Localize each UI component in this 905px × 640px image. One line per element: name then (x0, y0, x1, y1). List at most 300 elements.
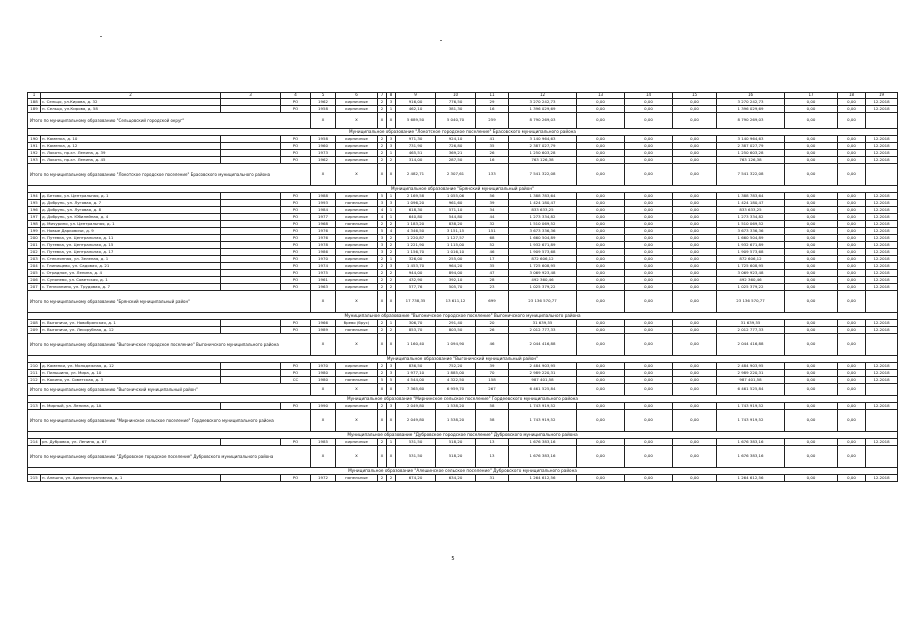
subtotal-c16: 23 136 570,77 (717, 291, 785, 313)
cell-c15: 0,00 (673, 235, 717, 242)
cell-c3 (221, 403, 281, 410)
subtotal-c7: X (378, 446, 387, 468)
cell-c15: 0,00 (673, 221, 717, 228)
column-number: 16 (717, 93, 785, 99)
row-number: 215 (28, 475, 41, 482)
cell-c16: 1 743 919,52 (717, 403, 785, 410)
cell-c7: 2 (378, 439, 387, 446)
cell-c14: 0,00 (625, 403, 673, 410)
cell-c19: 12.2018 (866, 475, 898, 482)
cell-c17: 0,00 (785, 106, 838, 113)
cell-c19: 12.2018 (866, 256, 898, 263)
cell-c9: 618,30 (396, 207, 436, 214)
cell-c19: 12.2018 (866, 363, 898, 370)
cell-c13: 0,00 (577, 377, 625, 384)
cell-c15: 0,00 (673, 270, 717, 277)
cell-c5: 1989 (311, 327, 336, 334)
cell-c18: 0,00 (838, 228, 866, 235)
cell-c11: 31 (476, 475, 509, 482)
cell-c10: 381,30 (436, 106, 476, 113)
cell-c12: 1 388 783,64 (509, 193, 577, 200)
cell-c18: 0,00 (838, 207, 866, 214)
cell-c11: 52 (476, 242, 509, 249)
cell-c4: РО (281, 249, 311, 256)
cell-c10: 634,20 (436, 475, 476, 482)
column-number: 7 (378, 93, 387, 99)
cell-c17: 0,00 (785, 475, 838, 482)
cell-c16: 872 606,12 (717, 256, 785, 263)
subtotal-c16: 1 743 919,52 (717, 410, 785, 432)
subtotal-c19 (866, 384, 898, 396)
cell-c11: 47 (476, 270, 509, 277)
row-number: 199 (28, 228, 41, 235)
cell-c18: 0,00 (838, 150, 866, 157)
housing-register-table (27, 92, 898, 482)
cell-c11: 39 (476, 200, 509, 207)
cell-c5: 1985 (311, 439, 336, 446)
cell-c16: 3 270 242,73 (717, 99, 785, 106)
cell-c19: 12.2018 (866, 143, 898, 150)
house-address: п. Локоть, пр-кт. Ленина, д. 45 (41, 157, 221, 164)
cell-c17: 0,00 (785, 221, 838, 228)
subtotal-c13: 0,00 (577, 164, 625, 186)
row-number: 205 (28, 270, 41, 277)
house-address: п. Выгоничи, ул. Новобрянская, д. 1 (41, 320, 221, 327)
cell-c9: 4 346,50 (396, 228, 436, 235)
column-number: 10 (436, 93, 476, 99)
cell-c14: 0,00 (625, 277, 673, 284)
cell-c3 (221, 363, 281, 370)
cell-c4: РО (281, 475, 311, 482)
row-number: 204 (28, 263, 41, 270)
subtotal-c6: X (336, 334, 378, 356)
municipality-title: Муниципальное образование "Мирнинское сельское поселение" Гордеевского муниципального района (28, 396, 898, 403)
cell-c14: 0,00 (625, 320, 673, 327)
cell-c9: 944,00 (396, 270, 436, 277)
cell-c5: 1976 (311, 235, 336, 242)
cell-c8: 3 (387, 200, 396, 207)
subtotal-c7: X (378, 113, 387, 129)
subtotal-c9: 17 738,35 (396, 291, 436, 313)
cell-c6: кирпичные (336, 235, 378, 242)
cell-c10: 505,70 (436, 284, 476, 291)
cell-c18: 0,00 (838, 256, 866, 263)
cell-c11: 23 (476, 284, 509, 291)
cell-c12: 1 725 608,95 (509, 263, 577, 270)
table-row (28, 270, 898, 277)
subtotal-c14: 0,00 (625, 410, 673, 432)
cell-c3 (221, 207, 281, 214)
subtotal-c17: 0,00 (785, 113, 838, 129)
subtotal-c8: X (387, 164, 396, 186)
cell-c19: 12.2018 (866, 377, 898, 384)
house-address: п. Пильшино, ул. Мира, д. 10 (41, 370, 221, 377)
cell-c3 (221, 106, 281, 113)
cell-c13: 0,00 (577, 363, 625, 370)
cell-c16: 1 660 504,89 (717, 235, 785, 242)
row-number: 195 (28, 200, 41, 207)
cell-c12: 492 360,46 (509, 277, 577, 284)
cell-c13: 0,00 (577, 214, 625, 221)
cell-c9: 2 049,80 (396, 403, 436, 410)
cell-c5: 1962 (311, 99, 336, 106)
cell-c19: 12.2018 (866, 221, 898, 228)
cell-c10: 291,40 (436, 320, 476, 327)
cell-c16: 492 360,46 (717, 277, 785, 284)
column-number: 4 (281, 93, 311, 99)
cell-c13: 0,00 (577, 270, 625, 277)
subtotal-c9: 7 365,60 (396, 384, 436, 396)
cell-c8: 2 (387, 242, 396, 249)
cell-c8: 3 (387, 363, 396, 370)
subtotal-c10: 5 040,70 (436, 113, 476, 129)
cell-c4: РО (281, 157, 311, 164)
cell-c18: 0,00 (838, 193, 866, 200)
cell-c15: 0,00 (673, 327, 717, 334)
table-row (28, 157, 898, 164)
cell-c12: 1 264 612,56 (509, 475, 577, 482)
subtotal-c15: 0,00 (673, 334, 717, 356)
cell-c10: 894,00 (436, 270, 476, 277)
cell-c19: 12.2018 (866, 235, 898, 242)
municipality-title: Муниципальное образование "Локотское городское поселение" Брасовского муниципального района (28, 129, 898, 136)
cell-c5: 1984 (311, 207, 336, 214)
cell-c3 (221, 256, 281, 263)
cell-c17: 0,00 (785, 403, 838, 410)
cell-c19: 12.2018 (866, 207, 898, 214)
row-number: 191 (28, 143, 41, 150)
cell-c8: 1 (387, 150, 396, 157)
cell-c18: 0,00 (838, 403, 866, 410)
subtotal-c14: 0,00 (625, 334, 673, 356)
municipality-title: Муниципальное образование "Выгоничское городское поселение" Выгоничского муниципального района (28, 313, 898, 320)
cell-c12: 3 140 964,63 (509, 136, 577, 143)
subtotal-c11: 58 (476, 410, 509, 432)
cell-c5: 1980 (311, 370, 336, 377)
subtotal-c9: 2 482,71 (396, 164, 436, 186)
cell-c16: 3 673 336,36 (717, 228, 785, 235)
cell-c18: 0,00 (838, 136, 866, 143)
cell-c17: 0,00 (785, 242, 838, 249)
subtotal-c18: 0,00 (838, 291, 866, 313)
subtotal-c16: 6 461 525,84 (717, 384, 785, 396)
cell-c18: 0,00 (838, 363, 866, 370)
house-address: п. Каменка, д. 12 (41, 143, 221, 150)
cell-c7: 2 (378, 150, 387, 157)
row-number: 210 (28, 363, 41, 370)
cell-c7: 3 (378, 200, 387, 207)
cell-c11: 39 (476, 363, 509, 370)
cell-c16: 763 126,38 (717, 157, 785, 164)
cell-c5: 1993 (311, 200, 336, 207)
house-address: с. Теплоэнино, ул. Трудовая, д. 7 (41, 284, 221, 291)
cell-c10: 369,21 (436, 150, 476, 157)
cell-c4: РО (281, 242, 311, 249)
cell-c14: 0,00 (625, 270, 673, 277)
subtotal-c17: 0,00 (785, 291, 838, 313)
cell-c9: 971,30 (396, 136, 436, 143)
house-address: п. Новые Дарковичи, д. 9 (41, 228, 221, 235)
cell-c7: 3 (378, 242, 387, 249)
column-number: 15 (673, 93, 717, 99)
subtotal-c15: 0,00 (673, 446, 717, 468)
subtotal-c16: 2 044 416,88 (717, 334, 785, 356)
cell-c10: 518,20 (436, 439, 476, 446)
subtotal-c18: 0,00 (838, 384, 866, 396)
cell-c15: 0,00 (673, 242, 717, 249)
subtotal-c14: 0,00 (625, 384, 673, 396)
subtotal-c11: 699 (476, 291, 509, 313)
house-address: п. Путевка, ул. Центральная, д. 17 (41, 249, 221, 256)
column-number: 2 (41, 93, 221, 99)
cell-c10: 3 151,15 (436, 228, 476, 235)
cell-c8: 4 (387, 228, 396, 235)
cell-c4: РО (281, 370, 311, 377)
row-number: 188 (28, 99, 41, 106)
cell-c3 (221, 157, 281, 164)
cell-c6: кирпичные (336, 363, 378, 370)
cell-c6: кирпичные (336, 136, 378, 143)
subtotal-c16: 8 790 269,03 (717, 113, 785, 129)
house-address: д. Каменки, ул. Молодежная, д. 12 (41, 363, 221, 370)
cell-c17: 0,00 (785, 363, 838, 370)
cell-c16: 2 012 777,33 (717, 327, 785, 334)
cell-c7: 2 (378, 277, 387, 284)
cell-c9: 1 096,20 (396, 200, 436, 207)
subtotal-c6: X (336, 164, 378, 186)
cell-c19: 12.2018 (866, 263, 898, 270)
table-row (28, 249, 898, 256)
cell-c7: 2 (378, 370, 387, 377)
cell-c3 (221, 228, 281, 235)
cell-c3 (221, 99, 281, 106)
column-number: 5 (311, 93, 336, 99)
subtotal-c17: 0,00 (785, 164, 838, 186)
cell-c11: 28 (476, 277, 509, 284)
subtotal-c7: X (378, 291, 387, 313)
cell-c11: 16 (476, 106, 509, 113)
cell-c3 (221, 277, 281, 284)
subtotal-label: Итого по муниципальному образованию "Выгоничский муниципальный район" (28, 384, 311, 396)
cell-c3 (221, 377, 281, 384)
subtotal-c5: X (311, 291, 336, 313)
subtotal-label: Итого по муниципальному образованию "Дубровское городское поселение" Дубровского муниципального района (28, 446, 311, 468)
column-number: 17 (785, 93, 838, 99)
cell-c8: 1 (387, 439, 396, 446)
cell-c17: 0,00 (785, 136, 838, 143)
cell-c7: 2 (378, 136, 387, 143)
cell-c15: 0,00 (673, 143, 717, 150)
cell-c14: 0,00 (625, 284, 673, 291)
row-number: 197 (28, 214, 41, 221)
cell-c14: 0,00 (625, 327, 673, 334)
subtotal-c9: 531,50 (396, 446, 436, 468)
column-number: 1 (28, 93, 41, 99)
cell-c3 (221, 249, 281, 256)
cell-c10: 776,50 (436, 99, 476, 106)
subtotal-c14: 0,00 (625, 291, 673, 313)
cell-c5: 1970 (311, 256, 336, 263)
cell-c15: 0,00 (673, 207, 717, 214)
cell-c3 (221, 263, 281, 270)
cell-c8: 3 (387, 143, 396, 150)
cell-c13: 0,00 (577, 370, 625, 377)
cell-c13: 0,00 (577, 475, 625, 482)
cell-c10: 392,10 (436, 277, 476, 284)
cell-c12: 3 069 923,48 (509, 270, 577, 277)
cell-c19: 12.2018 (866, 242, 898, 249)
cell-c12: 987 401,58 (509, 377, 577, 384)
cell-c11: 68 (476, 235, 509, 242)
subtotal-c5: X (311, 410, 336, 432)
cell-c6: кирпичные (336, 157, 378, 164)
cell-c16: 1 273 334,82 (717, 214, 785, 221)
cell-c15: 0,00 (673, 277, 717, 284)
cell-c12: 1 660 504,89 (509, 235, 577, 242)
cell-c11: 41 (476, 136, 509, 143)
cell-c14: 0,00 (625, 439, 673, 446)
house-address: с. Сельцо, ул.Кирова, д. 32 (41, 99, 221, 106)
cell-c11: 16 (476, 157, 509, 164)
cell-c10: 544,80 (436, 214, 476, 221)
table-row (28, 221, 898, 228)
cell-c6: кирпичные (336, 242, 378, 249)
cell-c8: 2 (387, 270, 396, 277)
cell-c10: 287,50 (436, 157, 476, 164)
cell-c9: 916,00 (396, 99, 436, 106)
cell-c12: 1 909 573,68 (509, 249, 577, 256)
cell-c13: 0,00 (577, 256, 625, 263)
table-row (28, 263, 898, 270)
cell-c13: 0,00 (577, 106, 625, 113)
subtotal-c19 (866, 291, 898, 313)
subtotal-c18: 0,00 (838, 164, 866, 186)
subtotal-c14: 0,00 (625, 113, 673, 129)
table-row (28, 370, 898, 377)
cell-c16: 1 909 573,68 (717, 249, 785, 256)
cell-c5: 1970 (311, 363, 336, 370)
cell-c15: 0,00 (673, 249, 717, 256)
cell-c13: 0,00 (577, 277, 625, 284)
subtotal-c16: 1 676 383,16 (717, 446, 785, 468)
cell-c11: 151 (476, 228, 509, 235)
row-number: 201 (28, 242, 41, 249)
cell-c6: панельные (336, 200, 378, 207)
house-address: п. Алешня, ул. Административная, д. 1 (41, 475, 221, 482)
column-number: 18 (838, 93, 866, 99)
cell-c7: 2 (378, 320, 387, 327)
cell-c16: 1 250 603,28 (717, 150, 785, 157)
row-number: 214 (28, 439, 41, 446)
table-row (28, 106, 898, 113)
cell-c15: 0,00 (673, 284, 717, 291)
cell-c13: 0,00 (577, 263, 625, 270)
cell-c7: 5 (378, 193, 387, 200)
cell-c12: 2 484 903,95 (509, 363, 577, 370)
cell-c12: 2 012 777,33 (509, 327, 577, 334)
subtotal-c8: X (387, 384, 396, 396)
cell-c11: 32 (476, 221, 509, 228)
cell-c5: 1975 (311, 270, 336, 277)
cell-c13: 0,00 (577, 193, 625, 200)
cell-c18: 0,00 (838, 263, 866, 270)
subtotal-c8: X (387, 446, 396, 468)
row-number: 211 (28, 370, 41, 377)
cell-c5: 1977 (311, 214, 336, 221)
cell-c18: 0,00 (838, 235, 866, 242)
cell-c8: 1 (387, 256, 396, 263)
cell-c13: 0,00 (577, 439, 625, 446)
house-address: п. Мирный, ул. Ленина, д. 1А (41, 403, 221, 410)
cell-c14: 0,00 (625, 99, 673, 106)
cell-c18: 0,00 (838, 327, 866, 334)
row-number: 213 (28, 403, 41, 410)
house-address: д. Мичурино, ул. Центральная, д. 1 (41, 221, 221, 228)
cell-c5: 1966 (311, 320, 336, 327)
subtotal-c11: 46 (476, 334, 509, 356)
cell-c4: РО (281, 327, 311, 334)
table-row (28, 277, 898, 284)
cell-c17: 0,00 (785, 150, 838, 157)
subtotal-c5: X (311, 113, 336, 129)
cell-c15: 0,00 (673, 403, 717, 410)
cell-c6: панельные (336, 377, 378, 384)
subtotal-c8: X (387, 113, 396, 129)
subtotal-c13: 0,00 (577, 384, 625, 396)
cell-c13: 0,00 (577, 157, 625, 164)
cell-c17: 0,00 (785, 439, 838, 446)
cell-c15: 0,00 (673, 228, 717, 235)
cell-c17: 0,00 (785, 263, 838, 270)
subtotal-c12: 8 790 269,03 (509, 113, 577, 129)
cell-c4: РО (281, 235, 311, 242)
municipality-header-row (28, 356, 898, 363)
column-number: 13 (577, 93, 625, 99)
cell-c4: РО (281, 403, 311, 410)
cell-c7: 2 (378, 284, 387, 291)
municipality-header-row (28, 432, 898, 439)
cell-c3 (221, 200, 281, 207)
cell-c16: 1 264 612,56 (717, 475, 785, 482)
subtotal-c15: 0,00 (673, 164, 717, 186)
table-row (28, 363, 898, 370)
table-row (28, 256, 898, 263)
cell-c17: 0,00 (785, 207, 838, 214)
cell-c17: 0,00 (785, 200, 838, 207)
subtotal-c13: 0,00 (577, 334, 625, 356)
cell-c6: кирпичные (336, 193, 378, 200)
cell-c8: 1 (387, 193, 396, 200)
cell-c10: 964,20 (436, 263, 476, 270)
column-number: 12 (509, 93, 577, 99)
cell-c7: 2 (378, 157, 387, 164)
cell-c17: 0,00 (785, 270, 838, 277)
cell-c18: 0,00 (838, 439, 866, 446)
cell-c4: РО (281, 263, 311, 270)
cell-c11: 46 (476, 249, 509, 256)
subtotal-c8: X (387, 410, 396, 432)
cell-c12: 833 633,25 (509, 207, 577, 214)
cell-c12: 763 126,38 (509, 157, 577, 164)
cell-c17: 0,00 (785, 284, 838, 291)
cell-c7: 2 (378, 106, 387, 113)
column-number: 14 (625, 93, 673, 99)
cell-c17: 0,00 (785, 249, 838, 256)
cell-c7: 5 (378, 228, 387, 235)
cell-c10: 1 016,10 (436, 249, 476, 256)
cell-c14: 0,00 (625, 370, 673, 377)
scan-speck (440, 40, 442, 41)
